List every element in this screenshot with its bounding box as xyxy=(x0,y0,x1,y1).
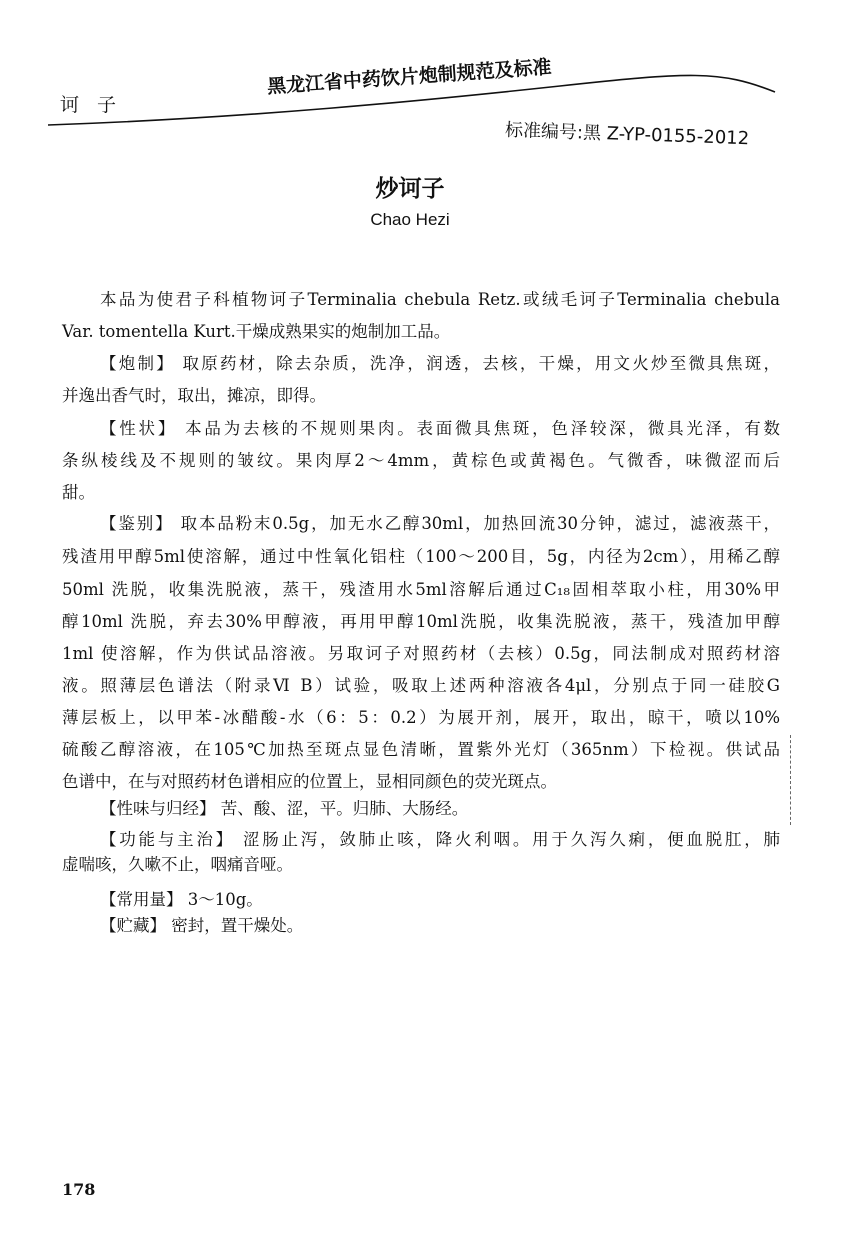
text-line: 色谱中，在与对照药材色谱相应的位置上，显相同颜色的荧光斑点。 xyxy=(62,772,557,791)
text-line: 1ml 使溶解，作为供试品溶液。另取诃子对照药材（去核）0.5g，同法制成对照药材溶 xyxy=(62,644,780,663)
text-line: 【鉴别】 取本品粉末0.5g，加无水乙醇30ml，加热回流30分钟，滤过，滤液蒸干， xyxy=(100,514,780,533)
text-line: 【常用量】 3～10g。 xyxy=(100,890,263,909)
page-title: 炒诃子 xyxy=(375,176,445,202)
scan-margin-mark xyxy=(790,735,792,825)
text-line: 【贮藏】 密封，置干燥处。 xyxy=(100,916,304,935)
text-line: 并逸出香气时，取出，摊凉，即得。 xyxy=(62,386,326,405)
text-line: 【性味与归经】 苦、酸、涩，平。归肺、大肠经。 xyxy=(100,799,469,818)
page-subtitle-pinyin: Chao Hezi xyxy=(370,210,450,229)
text-line: 薄层板上，以甲苯-冰醋酸-水（6：5：0.2）为展开剂，展开，取出，晾干，喷以10% xyxy=(62,708,780,727)
text-line: 虚喘咳，久嗽不止，咽痛音哑。 xyxy=(62,855,293,874)
text-line: 甜。 xyxy=(62,483,95,502)
text-line: 残渣用甲醇5ml使溶解，通过中性氧化铝柱（100～200目，5g，内径为2cm），用稀乙醇 xyxy=(62,547,780,566)
text-line: Var. tomentella Kurt.干燥成熟果实的炮制加工品。 xyxy=(62,322,451,341)
text-line: 【炮制】 取原药材，除去杂质，洗净，润透，去核，干燥，用文火炒至微具焦斑， xyxy=(100,354,780,373)
text-line: 硫酸乙醇溶液，在105℃加热至斑点显色清晰，置紫外光灯（365nm）下检视。供试品 xyxy=(62,740,780,759)
text-line: 【性状】 本品为去核的不规则果肉。表面微具焦斑，色泽较深，微具光泽，有数 xyxy=(100,419,780,438)
text-line: 本品为使君子科植物诃子Terminalia chebula Retz.或绒毛诃子Terminalia chebula xyxy=(100,290,780,309)
running-header-section: 诃 子 xyxy=(60,94,123,116)
standard-number: 标准编号:黑 Z-YP-0155-2012 xyxy=(504,119,750,150)
text-line: 液。照薄层色谱法（附录Ⅵ B）试验，吸取上述两种溶液各4μl，分别点于同一硅胶G xyxy=(62,676,780,695)
text-line: 条纵棱线及不规则的皱纹。果肉厚2～4mm，黄棕色或黄褐色。气微香，味微涩而后 xyxy=(62,451,780,470)
text-line: 醇10ml 洗脱，弃去30%甲醇液，再用甲醇10ml洗脱，收集洗脱液，蒸干，残渣加甲醇 xyxy=(62,612,780,631)
text-line: 50ml 洗脱，收集洗脱液，蒸干，残渣用水5ml溶解后通过C₁₈固相萃取小柱，用30%甲 xyxy=(62,580,780,599)
text-line: 【功能与主治】 涩肠止泻，敛肺止咳，降火利咽。用于久泻久痢，便血脱肛，肺 xyxy=(100,830,780,849)
running-header-book-title: 黑龙江省中药饮片炮制规范及标准 xyxy=(266,56,553,99)
page-number: 178 xyxy=(62,1180,96,1199)
